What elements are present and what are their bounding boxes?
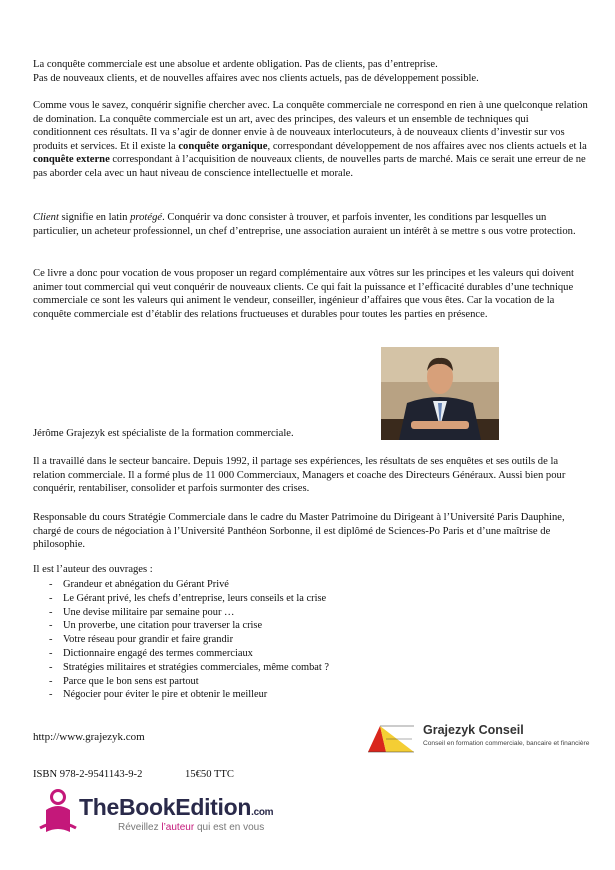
thebookedition-domain: .com xyxy=(251,807,274,818)
list-item: - Votre réseau pour grandir et faire grandir xyxy=(49,633,329,647)
list-item: - Dictionnaire engagé des termes commerciaux xyxy=(49,647,329,661)
website-url[interactable]: http://www.grajezyk.com xyxy=(33,731,145,743)
conquest-text-a: Comme vous le savez, conquérir signifie chercher avec. La conquête commerciale ne correspond en rien à une quelconque relation de domination. La conquête commerciale est un art, avec des principes, des valeurs et un ensemble de techniques qui conditionnent ces résultats. Il va s’agir de donner envie à de nouveaux interlocuteurs, à de nouveaux clients d’investir sur vos produits et services. Et il existe la xyxy=(33,100,588,152)
intro-paragraph xyxy=(33,58,588,85)
grajezyk-title: Grajezyk Conseil xyxy=(423,723,524,737)
works-intro: Il est l’auteur des ouvrages : xyxy=(33,564,153,575)
isbn-number: ISBN 978-2-9541143-9-2 xyxy=(33,769,143,780)
thebookedition-figure-icon xyxy=(36,788,80,840)
grajezyk-emblem-icon xyxy=(366,722,418,754)
author-career: Il a travaillé dans le secteur bancaire. Depuis 1992, il partage ses expériences, les résultats de ses enquêtes et ses outils de la relation commerciale. Il a formé plus de 11 000 Commerciaux, Managers et coache des Directeurs Généraux. Aussi bien pour conquérir, rentabiliser, consolider et parfois surmonter des crises. xyxy=(33,456,566,495)
works-list xyxy=(49,578,329,702)
external-conquest-term: conquête externe xyxy=(33,154,110,166)
organic-conquest-term: conquête organique xyxy=(178,140,268,152)
purpose-paragraph: Ce livre a donc pour vocation de vous proposer un regard complémentaire aux vôtres sur les principes et les valeurs qui doivent animer tout commercial qui veut conquérir de nouveaux clients. Ce qui fait la puissance et l’efficacité durables d’une technique commerciale ce sont les valeurs qui animent le vendeur, conseiller, ingénieur d’affaires que vous êtes. Car la vocation de la conquête commerciale est d’établir des relations fructueuses et durables pour toutes les parties en présence. xyxy=(33,268,575,320)
thebookedition-tagline xyxy=(118,822,264,833)
list-item: - Grandeur et abnégation du Gérant Privé xyxy=(49,578,329,592)
list-item: - Un proverbe, une citation pour traverser la crise xyxy=(49,619,329,633)
client-term: Client xyxy=(33,212,59,223)
price-label: 15€50 TTC xyxy=(185,769,234,780)
list-item: - Stratégies militaires et stratégies commerciales, même combat ? xyxy=(49,661,329,675)
client-paragraph xyxy=(33,211,588,238)
intro-line-1: La conquête commerciale est une absolue et ardente obligation. Pas de clients, pas d’entreprise. xyxy=(33,59,438,70)
grajezyk-subtitle: Conseil en formation commerciale, bancaire et financière xyxy=(423,740,590,747)
conquest-text-c: , correspondant développement de nos affaires avec nos clients actuels et la xyxy=(267,140,587,152)
protege-term: protégé xyxy=(130,212,163,223)
list-item: - Négocier pour éviter le pire et obtenir le meilleur xyxy=(49,688,329,702)
client-text-b: . Conquérir va donc consister à trouver, et parfois inventer, les conditions par lesquelles un particulier, un acheteur professionnel, un chef d’entreprise, une association auraient un intérêt à se mettre s ous votre protection. xyxy=(33,212,576,237)
tagline-highlight: l’auteur xyxy=(161,822,195,833)
thebookedition-logo xyxy=(36,788,336,848)
intro-line-2: Pas de nouveaux clients, et de nouvelles affaires avec nos clients actuels, pas de développement possible. xyxy=(33,72,479,84)
list-item: - Parce que le bon sens est partout xyxy=(49,675,329,689)
author-intro: Jérôme Grajezyk est spécialiste de la formation commerciale. xyxy=(33,428,294,439)
grajezyk-conseil-logo xyxy=(366,722,596,754)
list-item: - Le Gérant privé, les chefs d’entreprise, leurs conseils et la crise xyxy=(49,592,329,606)
tagline-before: Réveillez xyxy=(118,822,162,833)
conquest-paragraph xyxy=(33,99,588,181)
thebookedition-name: TheBookEdition xyxy=(79,794,252,820)
conquest-text-d: correspondant à l’acquisition de nouveaux clients, de nouvelles parts de marché. Mais ce serait une erreur de ne pas aborder cela avec un haut niveau de conscience intellectuelle et morale. xyxy=(33,154,586,179)
tagline-after: qui est en vous xyxy=(194,822,265,833)
list-item: - Une devise militaire par semaine pour … xyxy=(49,606,329,620)
client-text-a: signifie en latin xyxy=(58,212,131,223)
thebookedition-wordmark xyxy=(79,794,273,821)
author-academic: Responsable du cours Stratégie Commerciale dans le cadre du Master Patrimoine du Dirigeant à l’Université Paris Dauphine, chargé de cours de négociation à l’Université Panthéon Sorbonne, il est diplômé de Sciences-Po Paris et d’une maîtrise de philosophie. xyxy=(33,512,565,551)
